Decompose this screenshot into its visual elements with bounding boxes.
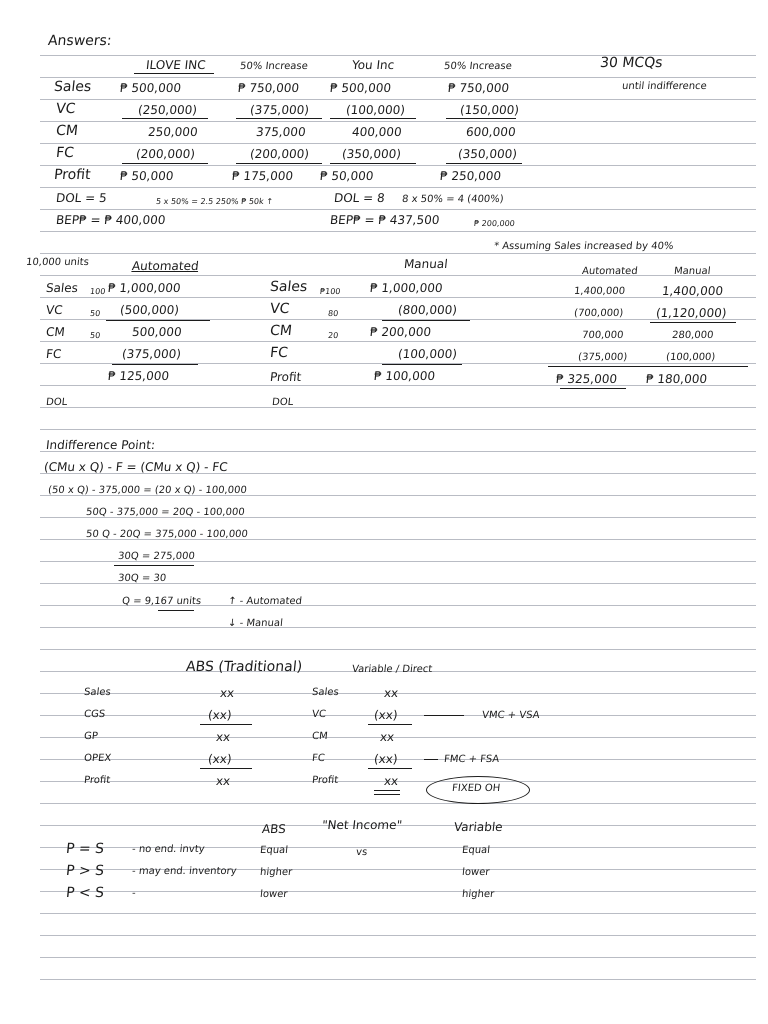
man-label-vc: VC: [269, 301, 291, 317]
ni-vs: vs: [355, 847, 368, 858]
var-label-cm: CM: [311, 731, 329, 742]
cell: ₱ 500,000: [329, 81, 392, 95]
ni-abs-3: lower: [259, 889, 288, 900]
dol-you-note: 8 x 50% = 4 (400%): [401, 194, 505, 205]
man-label-profit: Profit: [269, 370, 303, 384]
var-label-profit: Profit: [311, 775, 339, 786]
cell: (375,000): [249, 103, 310, 117]
auto-unit-sales: 100: [89, 287, 106, 296]
abs-val-opex: (xx): [207, 752, 233, 766]
cell: 600,000: [465, 125, 517, 139]
abs-label-gp: GP: [83, 731, 99, 742]
auto-label-cm: CM: [45, 325, 66, 339]
indifference-title: Indifference Point:: [45, 438, 156, 452]
col-header-increase-1: 50% Increase: [239, 61, 309, 72]
eq-line-3: 50Q - 375,000 = 20Q - 100,000: [85, 507, 246, 518]
var-val-cm: xx: [379, 730, 395, 744]
cell: ₱ 175,000: [231, 169, 294, 183]
inc-man-cm: 280,000: [671, 330, 714, 341]
man-unit-cm: 20: [327, 331, 339, 340]
ni-note-2: - may end. inventory: [131, 866, 238, 877]
cell: ₱ 750,000: [447, 81, 510, 95]
ni-col-abs: ABS: [261, 822, 287, 836]
automated-heading: Automated: [131, 259, 200, 273]
man-label-cm: CM: [269, 323, 293, 339]
cell: (250,000): [137, 103, 198, 117]
auto-label-fc: FC: [45, 347, 63, 361]
abs-val-cgs: (xx): [207, 708, 233, 722]
assumption-note: * Assuming Sales increased by 40%: [493, 241, 674, 252]
abs-val-gp: xx: [215, 730, 231, 744]
dol-ilove-note: 5 x 50% = 2.5 250% ₱ 50k ↑: [155, 197, 274, 206]
row-label-profit: Profit: [53, 167, 92, 183]
var-val-sales: xx: [383, 686, 399, 700]
cell: ₱ 500,000: [119, 81, 182, 95]
col-header-you-inc: You Inc: [351, 58, 395, 72]
man-unit-vc: 80: [327, 309, 339, 318]
inc-auto-sales: 1,400,000: [573, 286, 626, 297]
eq-line-1: (CMu x Q) - F = (CMu x Q) - FC: [43, 460, 229, 474]
row-label-fc: FC: [55, 145, 75, 161]
eq-line-5: 30Q = 275,000: [117, 551, 196, 562]
assume-automated-heading: Automated: [581, 266, 639, 277]
manual-arrow-note: ↓ - Manual: [227, 618, 284, 629]
inc-man-fc: (100,000): [665, 352, 716, 363]
abs-val-profit: xx: [215, 774, 231, 788]
auto-val-vc: (500,000): [119, 303, 180, 317]
row-label-cm: CM: [55, 123, 79, 139]
eq-line-4: 50 Q - 20Q = 375,000 - 100,000: [85, 529, 249, 540]
ni-cond-3: P < S: [65, 885, 105, 901]
bep-ilove: BEP₱ = ₱ 400,000: [55, 213, 167, 227]
cell: ₱ 50,000: [319, 169, 375, 183]
abs-val-sales: xx: [219, 686, 235, 700]
cell: 375,000: [255, 125, 307, 139]
col-header-increase-2: 50% Increase: [443, 61, 513, 72]
auto-unit-vc: 50: [89, 309, 101, 318]
man-val-fc: (100,000): [397, 347, 458, 361]
fixed-oh-note: FIXED OH: [451, 783, 501, 794]
cell: (200,000): [249, 147, 310, 161]
manual-heading: Manual: [403, 257, 449, 271]
assume-manual-heading: Manual: [673, 266, 711, 277]
cell: 400,000: [351, 125, 403, 139]
row-label-vc: VC: [55, 101, 77, 117]
cell: ₱ 250,000: [439, 169, 502, 183]
auto-label-sales: Sales: [45, 281, 79, 295]
automated-arrow-note: ↑ - Automated: [227, 596, 303, 607]
vc-note: VMC + VSA: [481, 710, 541, 721]
var-label-vc: VC: [311, 709, 327, 720]
man-val-cm: ₱ 200,000: [369, 325, 432, 339]
cell: (350,000): [341, 147, 402, 161]
var-val-profit: xx: [383, 774, 399, 788]
auto-label-vc: VC: [45, 303, 64, 317]
auto-val-cm: 500,000: [131, 325, 183, 339]
mcq-note: 30 MCQs: [599, 55, 664, 71]
variable-heading: Variable / Direct: [351, 664, 433, 675]
man-val-vc: (800,000): [397, 303, 458, 317]
auto-unit-cm: 50: [89, 331, 101, 340]
inc-auto-cm: 700,000: [581, 330, 624, 341]
man-val-sales: ₱ 1,000,000: [369, 281, 444, 295]
indifference-note: until indifference: [621, 81, 708, 92]
inc-auto-vc: (700,000): [573, 308, 624, 319]
ni-cond-1: P = S: [65, 841, 105, 857]
auto-val-fc: (375,000): [121, 347, 182, 361]
fc-note: FMC + FSA: [443, 754, 500, 765]
inc-man-sales: 1,400,000: [661, 284, 724, 298]
var-val-vc: (xx): [373, 708, 399, 722]
eq-line-6: 30Q = 30: [117, 573, 167, 584]
units-note: 10,000 units: [25, 257, 90, 268]
ni-var-2: lower: [461, 867, 490, 878]
ni-var-3: higher: [461, 889, 495, 900]
answers-heading: Answers:: [47, 33, 113, 49]
ni-col-net-income: "Net Income": [321, 818, 403, 832]
inc-auto-profit: ₱ 325,000: [555, 372, 618, 386]
dol-ilove: DOL = 5: [55, 191, 108, 205]
ni-abs-1: Equal: [259, 845, 289, 856]
man-label-sales: Sales: [269, 279, 309, 295]
abs-label-cgs: CGS: [83, 709, 106, 720]
cell: 250,000: [147, 125, 199, 139]
cell: (350,000): [457, 147, 518, 161]
var-label-sales: Sales: [311, 687, 340, 698]
inc-man-vc: (1,120,000): [655, 306, 728, 320]
cell: ₱ 50,000: [119, 169, 175, 183]
man-label-fc: FC: [269, 345, 289, 361]
ni-var-1: Equal: [461, 845, 491, 856]
var-val-fc: (xx): [373, 752, 399, 766]
var-label-fc: FC: [311, 753, 326, 764]
abs-label-sales: Sales: [83, 687, 112, 698]
cell: (200,000): [135, 147, 196, 161]
man-unit-sales: ₱100: [319, 287, 341, 296]
ni-note-1: - no end. invty: [131, 844, 206, 855]
abs-label-opex: OPEX: [83, 753, 112, 764]
cell: ₱ 750,000: [237, 81, 300, 95]
ni-note-3: -: [131, 888, 137, 899]
cell: (100,000): [345, 103, 406, 117]
inc-auto-fc: (375,000): [577, 352, 628, 363]
eq-line-2: (50 x Q) - 375,000 = (20 x Q) - 100,000: [47, 485, 248, 496]
bep-you: BEP₱ = ₱ 437,500: [329, 213, 441, 227]
inc-man-profit: ₱ 180,000: [645, 372, 708, 386]
bep-you-note: ₱ 200,000: [473, 219, 516, 228]
row-label-sales: Sales: [53, 79, 93, 95]
dol-you: DOL = 8: [333, 191, 386, 205]
ni-abs-2: higher: [259, 867, 293, 878]
ni-col-variable: Variable: [453, 820, 504, 834]
ni-cond-2: P > S: [65, 863, 105, 879]
eq-line-7: Q = 9,167 units: [121, 596, 202, 607]
auto-label-dol: DOL: [45, 397, 68, 408]
auto-val-profit: ₱ 125,000: [107, 369, 170, 383]
abs-heading: ABS (Traditional): [185, 659, 303, 675]
man-val-profit: ₱ 100,000: [373, 369, 436, 383]
man-label-dol: DOL: [271, 397, 294, 408]
auto-val-sales: ₱ 1,000,000: [107, 281, 182, 295]
col-header-ilove: ILOVE INC: [145, 58, 207, 72]
cell: (150,000): [459, 103, 520, 117]
abs-label-profit: Profit: [83, 775, 111, 786]
